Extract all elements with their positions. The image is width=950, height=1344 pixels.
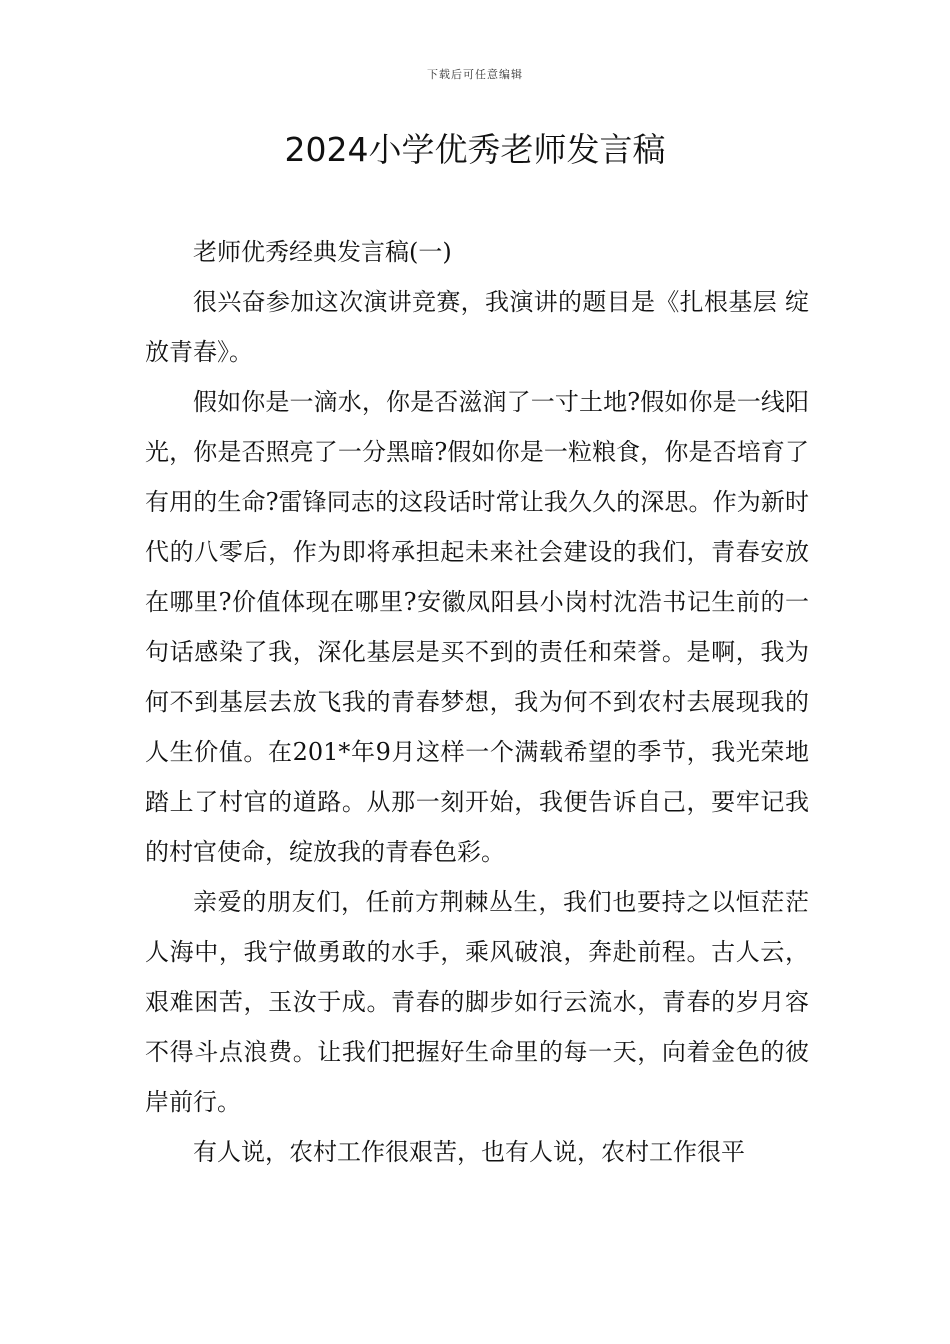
paragraph: 有人说，农村工作很艰苦，也有人说，农村工作很平 [193, 1138, 745, 1166]
paragraph: 很兴奋参加这次演讲竞赛，我演讲的题目是《扎根基层 绽放青春》。 [145, 288, 809, 366]
paragraph: 亲爱的朋友们，任前方荆棘丛生，我们也要持之以恒茫茫人海中，我宁做勇敢的水手，乘风破浪，奔赴前程。古人云，艰难困苦，玉汝于成。青春的脚步如行云流水，青春的岁月容不得斗点浪费。让我们把握好生命里的每一天，向着金色的彼岸前行。 [145, 888, 809, 1116]
section-heading: 老师优秀经典发言稿(一) [193, 238, 452, 266]
document-title: 2024小学优秀老师发言稿 [284, 130, 666, 169]
document-body [145, 227, 809, 1177]
paragraph: 假如你是一滴水，你是否滋润了一寸土地?假如你是一线阳光，你是否照亮了一分黑暗?假如你是一粒粮食，你是否培育了有用的生命?雷锋同志的这段话时常让我久久的深思。作为新时代的八零后，作为即将承担起未来社会建设的我们，青春安放在哪里?价值体现在哪里?安徽凤阳县小岗村沈浩书记生前的一句话感染了我，深化基层是买不到的责任和荣誉。是啊，我为何不到基层去放飞我的青春梦想，我为何不到农村去展现我的人生价值。在201*年9月这样一个满载希望的季节，我光荣地踏上了村官的道路。从那一刻开始，我便告诉自己，要牢记我的村官使命，绽放我的青春色彩。 [145, 388, 809, 866]
header-note: 下载后可任意编辑 [427, 68, 523, 81]
